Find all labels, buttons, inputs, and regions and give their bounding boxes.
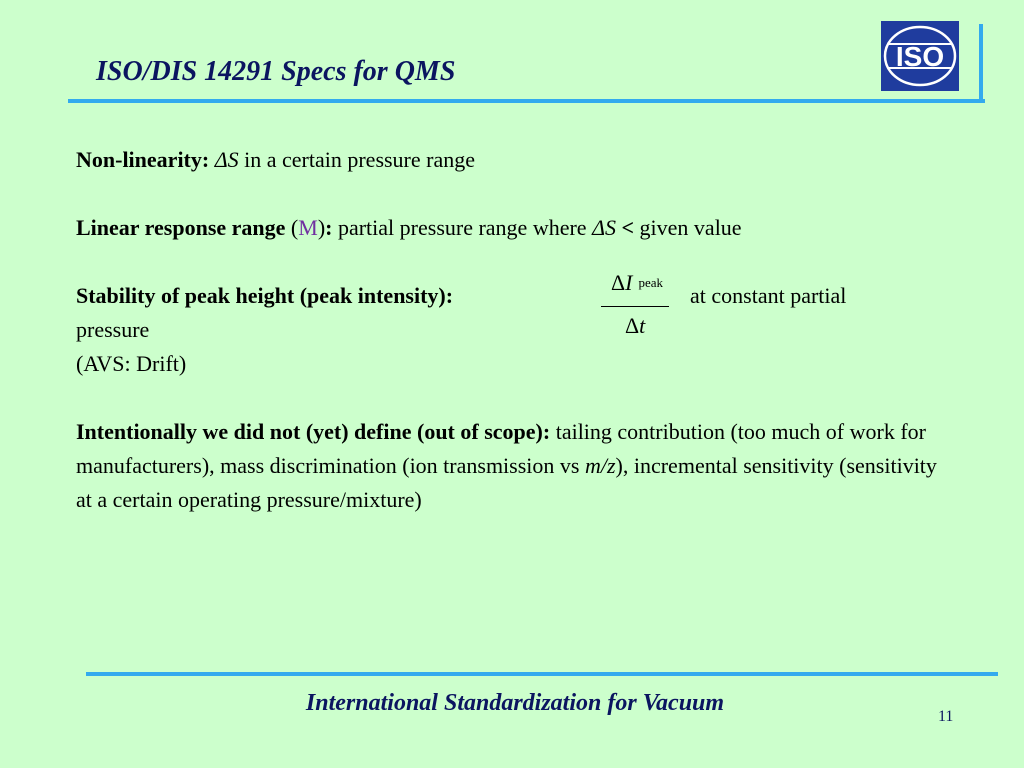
linear-symbol: M bbox=[298, 215, 318, 240]
nonlinearity-symbol: ΔS bbox=[214, 147, 239, 172]
title-underline bbox=[68, 99, 985, 103]
formula-numerator: ΔI $^{peak}$ bbox=[611, 270, 664, 295]
linear-tail: given value bbox=[634, 215, 742, 240]
stability-line bbox=[76, 279, 956, 313]
stability-label: Stability of peak height (peak intensity): bbox=[76, 283, 454, 308]
stability-right-text: at constant partial bbox=[690, 283, 847, 308]
slide-content bbox=[76, 143, 956, 517]
stability-formula bbox=[601, 270, 669, 340]
nonlinearity-line bbox=[76, 143, 956, 177]
stability-continuation: pressure bbox=[76, 317, 150, 342]
intentional-text-1: tailing contribution (too much of work for manufacturers), mass discrimination (ion transmission vs bbox=[76, 419, 926, 478]
nonlinearity-text: in a certain pressure range bbox=[238, 147, 476, 172]
intentional-label: Intentionally we did not (yet) define (out of scope): bbox=[76, 419, 551, 444]
intentional-paragraph bbox=[76, 415, 956, 517]
linear-open: ( bbox=[285, 215, 299, 240]
linear-close: ) bbox=[317, 215, 326, 240]
svg-text:ISO: ISO bbox=[895, 41, 945, 72]
linear-delta-s: ΔS bbox=[592, 215, 616, 240]
intentional-text-2: ), incremental sensitivity (sensitivity at a certain operating pressure/mixture) bbox=[76, 453, 937, 512]
nonlinearity-label: Non-linearity: bbox=[76, 147, 210, 172]
footer-text: International Standardization for Vacuum bbox=[305, 690, 725, 716]
page-number: 11 bbox=[938, 708, 954, 725]
formula-denominator: Δt bbox=[625, 313, 646, 338]
linear-label: Linear response range bbox=[76, 215, 286, 240]
linear-lt: < bbox=[616, 215, 635, 240]
linear-colon: : bbox=[325, 215, 333, 240]
formula-fraction-bar bbox=[601, 306, 669, 307]
slide-title: ISO/DIS 14291 Specs for QMS bbox=[96, 56, 456, 87]
iso-logo-icon bbox=[883, 24, 957, 88]
linear-text: partial pressure range where bbox=[332, 215, 593, 240]
footer-line bbox=[86, 672, 998, 676]
logo-divider bbox=[979, 24, 983, 103]
intentional-mz: m/z bbox=[584, 453, 616, 478]
linear-line bbox=[76, 211, 956, 245]
iso-logo bbox=[881, 21, 959, 91]
stability-avs: (AVS: Drift) bbox=[76, 351, 187, 376]
